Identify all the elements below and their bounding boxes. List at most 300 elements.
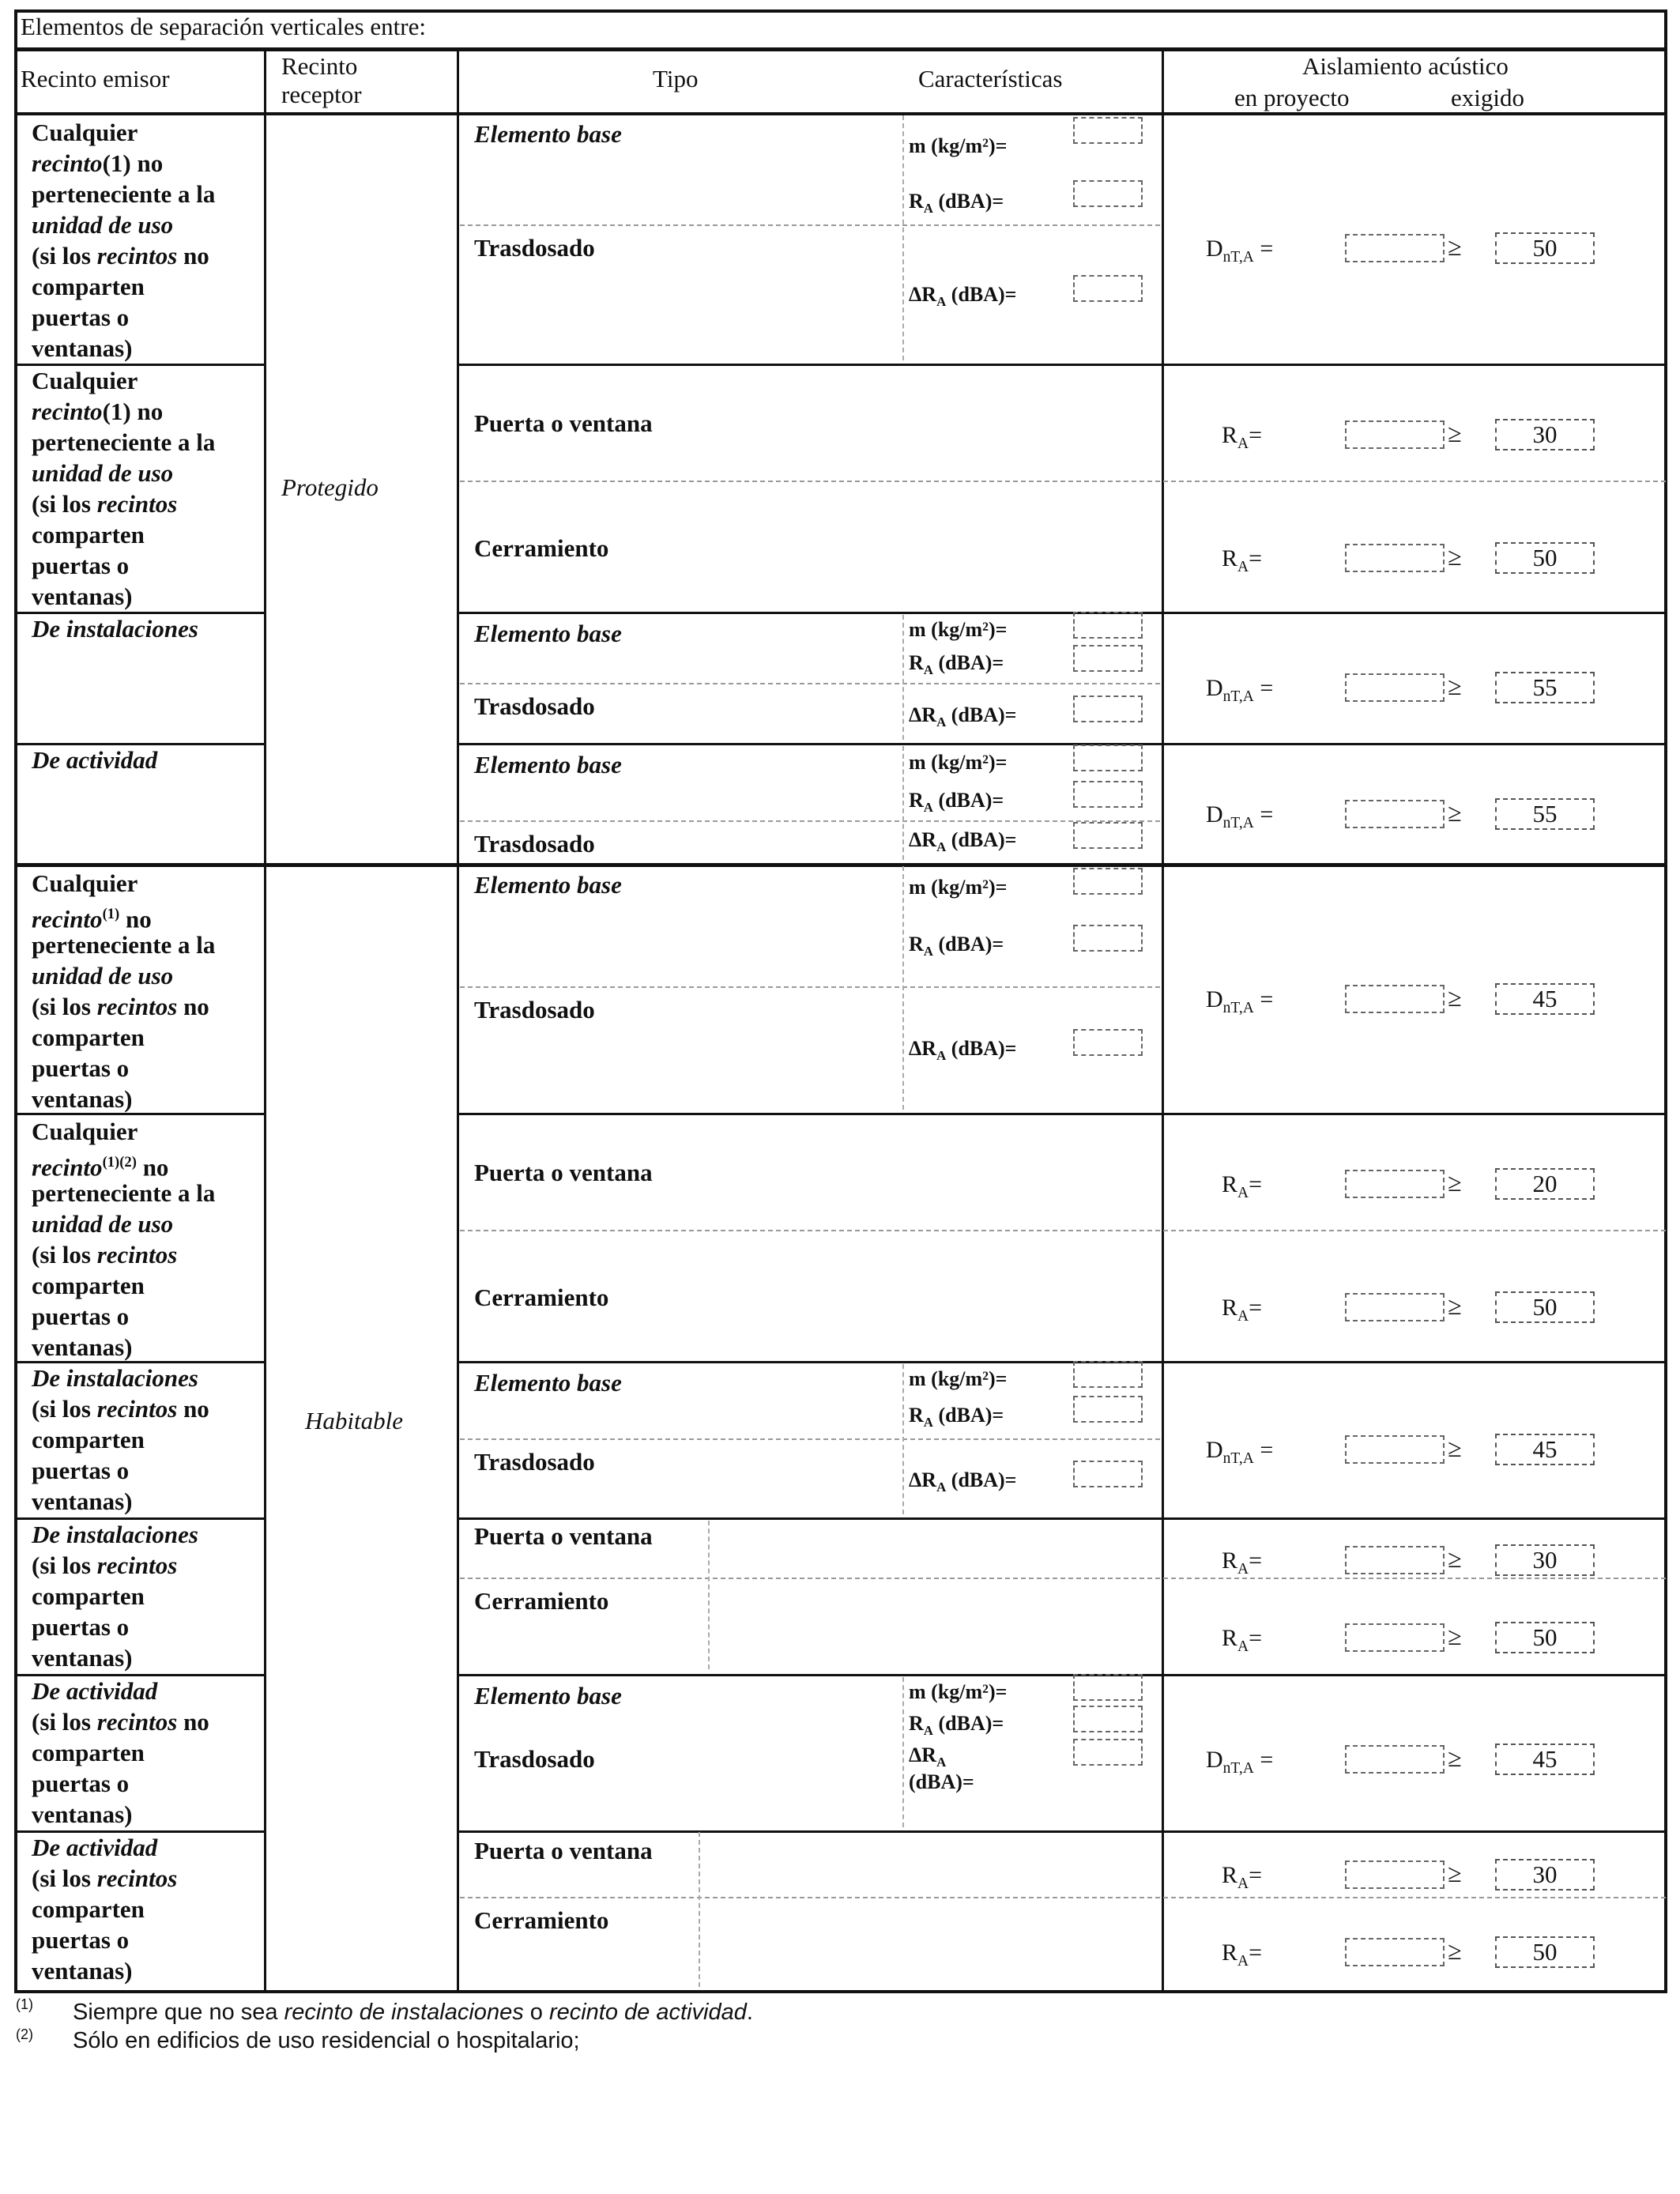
- header-receptor-line1: Recinto: [281, 52, 358, 80]
- subscript: A: [923, 1723, 933, 1739]
- label-ra: $R_A=$: [1222, 1295, 1263, 1325]
- input-masa[interactable]: [1073, 1674, 1143, 1701]
- input-masa[interactable]: [1073, 612, 1143, 639]
- emitter-line: [32, 1022, 145, 1053]
- char-delta-ra: $\Delta R_A$ (dBA)=: [909, 1468, 1017, 1495]
- emitter-text: recintos: [96, 1551, 178, 1579]
- input-delta-ra[interactable]: [1073, 1739, 1143, 1766]
- dashed-divider: [902, 115, 904, 360]
- emitter-line: [32, 1550, 177, 1581]
- dashed-divider: [708, 1521, 710, 1669]
- dashed-divider: [902, 866, 904, 1110]
- tipo-trasdosado: Trasdosado: [474, 1745, 595, 1773]
- emitter-line: [32, 117, 137, 148]
- required-value: 45: [1495, 1434, 1595, 1465]
- emitter-text: unidad de uso: [32, 211, 174, 239]
- tipo-elemento-base: Elemento base: [474, 751, 622, 778]
- greater-equal-symbol: ≥: [1448, 1291, 1462, 1320]
- emitter-line: [32, 1084, 132, 1114]
- tipo-trasdosado: Trasdosado: [474, 234, 595, 262]
- emitter-text: (si los: [32, 242, 97, 270]
- tipo-elemento-base: Elemento base: [474, 871, 622, 899]
- emitter-line: [32, 1116, 137, 1147]
- emitter-text: ventanas): [32, 1957, 133, 1985]
- tipo-cerramiento: Cerramiento: [474, 1587, 609, 1615]
- dashed-divider: [460, 224, 1160, 226]
- footnote-text: recinto de instalaciones: [284, 2000, 524, 2025]
- tipo-elemento-base: Elemento base: [474, 1369, 622, 1397]
- subscript: nT,A: [1222, 688, 1254, 705]
- emitter-text: no: [136, 1153, 169, 1182]
- emitter-line: [32, 519, 145, 550]
- char-dba: (dBA)=: [909, 1770, 974, 1793]
- subscript: nT,A: [1222, 815, 1254, 831]
- greater-equal-symbol: ≥: [1448, 983, 1462, 1012]
- emitter-line: [32, 745, 157, 775]
- project-value-box[interactable]: [1345, 1938, 1445, 1966]
- subscript: A: [923, 201, 933, 217]
- emitter-line: [32, 1955, 132, 1986]
- emitter-line: [32, 333, 132, 364]
- greater-equal-symbol: ≥: [1448, 419, 1462, 447]
- input-delta-ra[interactable]: [1073, 1461, 1143, 1487]
- project-value-box[interactable]: [1345, 544, 1445, 572]
- emitter-line: [32, 396, 163, 427]
- emitter-text: ventanas): [32, 1487, 133, 1515]
- char-ra: $R_A$ (dBA)=: [909, 190, 1004, 217]
- project-value-box[interactable]: [1345, 800, 1445, 828]
- emitter-line: [32, 868, 137, 899]
- tipo-puerta-ventana: Puerta o ventana: [474, 409, 653, 437]
- emitter-line: [32, 1581, 145, 1612]
- label-dnta: $D_{nT,A}$ =: [1206, 986, 1274, 1016]
- char-delta-ra: $\Delta R_A$ (dBA)=: [909, 283, 1017, 310]
- row-line: [457, 1113, 1667, 1115]
- project-value-box[interactable]: [1345, 1623, 1445, 1652]
- subscript: nT,A: [1222, 1450, 1254, 1467]
- dashed-divider: [460, 986, 1160, 988]
- emitter-text: (1): [102, 149, 131, 177]
- emitter-text: no: [177, 993, 209, 1020]
- emitter-text: recintos: [96, 1241, 178, 1269]
- emitter-line: [32, 1393, 209, 1424]
- emitter-text: perteneciente a la: [32, 428, 216, 456]
- emitter-line: [32, 550, 129, 581]
- receptor-protegido: Protegido: [281, 473, 379, 501]
- label-ra: $R_A=$: [1222, 545, 1263, 575]
- emitter-text: comparten: [32, 1272, 145, 1299]
- emitter-text: recinto: [32, 905, 103, 933]
- emitter-text: recinto: [32, 149, 103, 177]
- emitter-line: [32, 1832, 157, 1863]
- emitter-text: recinto: [32, 398, 103, 425]
- greater-equal-symbol: ≥: [1448, 542, 1462, 571]
- emitter-text: no: [177, 1708, 209, 1736]
- emitter-line: [32, 1332, 132, 1363]
- emitter-line: [32, 613, 198, 644]
- dashed-divider: [902, 615, 904, 740]
- emitter-text: puertas o: [32, 1770, 130, 1797]
- input-ra[interactable]: [1073, 1706, 1143, 1732]
- dashed-divider: [699, 1832, 700, 1987]
- dashed-divider: [460, 1230, 1666, 1231]
- emitter-text: De instalaciones: [32, 615, 198, 643]
- input-ra[interactable]: [1073, 645, 1143, 672]
- emitter-text: unidad de uso: [32, 459, 174, 487]
- input-ra[interactable]: [1073, 925, 1143, 952]
- subscript: A: [936, 1048, 947, 1064]
- emitter-text: ventanas): [32, 582, 133, 610]
- emitter-text: no: [119, 905, 152, 933]
- emitter-line: [32, 1519, 198, 1550]
- project-value-box[interactable]: [1345, 1546, 1445, 1574]
- char-delta-ra: $\Delta R_A$ (dBA)=: [909, 828, 1017, 855]
- emitter-text: ventanas): [32, 1085, 133, 1113]
- emitter-text: (si los: [32, 1708, 97, 1736]
- emitter-line: [32, 1208, 173, 1239]
- char-ra: $R_A$ (dBA)=: [909, 1712, 1004, 1739]
- emitter-text: Cualquier: [32, 1118, 138, 1145]
- emitter-text: puertas o: [32, 1926, 130, 1954]
- char-masa: m (kg/m²)=: [909, 1680, 1008, 1703]
- project-value-box[interactable]: [1345, 673, 1445, 702]
- emitter-text: no: [177, 242, 209, 270]
- input-masa[interactable]: [1073, 1361, 1143, 1388]
- subscript: A: [1237, 1185, 1249, 1201]
- required-value: 50: [1495, 232, 1595, 264]
- char-masa: m (kg/m²)=: [909, 1367, 1008, 1390]
- subscript: nT,A: [1222, 1760, 1254, 1777]
- subscript: A: [1237, 1875, 1249, 1892]
- row-line: [457, 612, 1667, 614]
- char-delta-ra: $\Delta R_A$ (dBA)=: [909, 1037, 1017, 1064]
- subscript: A: [936, 1480, 947, 1495]
- emitter-line: [32, 1799, 132, 1830]
- subscript: A: [936, 294, 947, 310]
- emitter-line: [32, 991, 209, 1022]
- header-exigido: exigido: [1451, 84, 1524, 111]
- emitter-line: [32, 1239, 177, 1270]
- input-masa[interactable]: [1073, 868, 1143, 895]
- char-delta-ra: $\Delta R_A$: [909, 1744, 947, 1770]
- emitter-text: recintos: [96, 490, 178, 518]
- greater-equal-symbol: ≥: [1448, 1434, 1462, 1462]
- required-value: 55: [1495, 672, 1595, 703]
- greater-equal-symbol: ≥: [1448, 1936, 1462, 1965]
- greater-equal-symbol: ≥: [1448, 1544, 1462, 1573]
- dashed-divider: [902, 1677, 904, 1827]
- greater-equal-symbol: ≥: [1448, 1168, 1462, 1197]
- greater-equal-symbol: ≥: [1448, 798, 1462, 827]
- column-line: [264, 47, 266, 1993]
- required-value: 30: [1495, 1859, 1595, 1891]
- header-caracteristicas: Características: [918, 65, 1063, 92]
- label-dnta: $D_{nT,A}$ =: [1206, 236, 1274, 266]
- project-value-box[interactable]: [1345, 420, 1445, 449]
- input-delta-ra[interactable]: [1073, 822, 1143, 849]
- emitter-text: puertas o: [32, 1613, 130, 1641]
- emitter-line: [32, 1768, 129, 1799]
- emitter-text: no: [130, 398, 164, 425]
- dashed-divider: [460, 481, 1666, 482]
- emitter-line: [32, 365, 137, 396]
- emitter-line: [32, 458, 173, 488]
- input-ra[interactable]: [1073, 1396, 1143, 1423]
- emitter-text: (si los: [32, 490, 97, 518]
- label-ra: $R_A=$: [1222, 422, 1263, 452]
- row-line: [457, 1361, 1667, 1363]
- subscript: A: [936, 839, 947, 855]
- char-ra: $R_A$ (dBA)=: [909, 933, 1004, 959]
- emitter-text: puertas o: [32, 552, 130, 579]
- required-value: 50: [1495, 1936, 1595, 1968]
- input-ra[interactable]: [1073, 781, 1143, 808]
- table-title: Elementos de separación verticales entre:: [21, 13, 426, 40]
- dashed-divider: [460, 1897, 1666, 1898]
- emitter-text: De instalaciones: [32, 1364, 198, 1392]
- emitter-text: ventanas): [32, 1800, 133, 1828]
- row-line: [457, 1674, 1667, 1676]
- required-value: 30: [1495, 419, 1595, 450]
- label-ra: $R_A=$: [1222, 1940, 1263, 1970]
- subscript: A: [936, 1755, 947, 1770]
- emitter-text: recinto: [32, 1153, 103, 1182]
- emitter-text: perteneciente a la: [32, 180, 216, 208]
- project-value-box[interactable]: [1345, 1170, 1445, 1198]
- emitter-text: Cualquier: [32, 869, 138, 897]
- project-value-box[interactable]: [1345, 1293, 1445, 1321]
- subscript: A: [1237, 559, 1249, 575]
- header-tipo: Tipo: [653, 65, 699, 92]
- required-value: 45: [1495, 1744, 1595, 1775]
- label-ra: $R_A=$: [1222, 1547, 1263, 1578]
- emitter-text: no: [177, 1395, 209, 1423]
- subscript: nT,A: [1222, 249, 1254, 266]
- char-masa: m (kg/m²)=: [909, 876, 1008, 899]
- tipo-cerramiento: Cerramiento: [474, 1906, 609, 1934]
- required-value: 50: [1495, 1622, 1595, 1653]
- column-line: [1162, 47, 1164, 1993]
- header-aislamiento: Aislamiento acústico: [1302, 52, 1509, 80]
- emitter-text: no: [130, 149, 164, 177]
- input-delta-ra[interactable]: [1073, 696, 1143, 722]
- subscript: A: [1237, 435, 1249, 452]
- emitter-line: [32, 960, 173, 991]
- label-dnta: $D_{nT,A}$ =: [1206, 675, 1274, 705]
- subscript: A: [1237, 1561, 1249, 1578]
- char-ra: $R_A$ (dBA)=: [909, 651, 1004, 678]
- emitter-line: [32, 1363, 198, 1393]
- emitter-text: comparten: [32, 1582, 145, 1610]
- emitter-text: comparten: [32, 521, 145, 548]
- emitter-text: (si los: [32, 993, 97, 1020]
- subscript: A: [936, 714, 947, 730]
- emitter-text: Cualquier: [32, 119, 138, 146]
- greater-equal-symbol: ≥: [1448, 1622, 1462, 1650]
- emitter-line: [32, 488, 177, 519]
- input-delta-ra[interactable]: [1073, 1029, 1143, 1056]
- footnote-text: o: [523, 2000, 549, 2025]
- emitter-text: puertas o: [32, 303, 130, 331]
- group-rule: [14, 863, 1667, 867]
- row-line: [457, 1830, 1667, 1833]
- label-dnta: $D_{nT,A}$ =: [1206, 1437, 1274, 1467]
- dashed-divider: [460, 1578, 1666, 1579]
- emitter-line: [32, 240, 209, 271]
- emitter-text: ventanas): [32, 1333, 133, 1361]
- emitter-text: unidad de uso: [32, 962, 174, 990]
- char-masa: m (kg/m²)=: [909, 134, 1008, 157]
- receptor-habitable: Habitable: [305, 1407, 403, 1434]
- emitter-text: comparten: [32, 1895, 145, 1923]
- emitter-line: [32, 1053, 129, 1084]
- dashed-divider: [460, 683, 1160, 684]
- emitter-text: De instalaciones: [32, 1521, 198, 1548]
- footnote-marker-2: (2): [16, 2026, 33, 2042]
- emitter-text: comparten: [32, 1023, 145, 1051]
- label-ra: $R_A=$: [1222, 1625, 1263, 1655]
- emitter-line: [32, 581, 132, 612]
- emitter-text: puertas o: [32, 1054, 130, 1082]
- greater-equal-symbol: ≥: [1448, 1859, 1462, 1887]
- emitter-text: comparten: [32, 1739, 145, 1766]
- label-ra: $R_A=$: [1222, 1862, 1263, 1892]
- footnote-marker-1: (1): [16, 1996, 33, 2012]
- emitter-line: [32, 1270, 145, 1301]
- label-ra: $R_A=$: [1222, 1171, 1263, 1201]
- footnote-ref: (1): [102, 906, 120, 922]
- emitter-text: unidad de uso: [32, 1210, 174, 1238]
- tipo-puerta-ventana: Puerta o ventana: [474, 1159, 653, 1186]
- required-value: 55: [1495, 798, 1595, 830]
- footnote-1: [73, 2000, 753, 2026]
- header-rule: [14, 112, 1667, 115]
- footnote-text: Siempre que no sea: [73, 2000, 284, 2025]
- required-value: 20: [1495, 1168, 1595, 1200]
- footnote-text: .: [746, 2000, 753, 2025]
- emitter-text: Cualquier: [32, 367, 138, 394]
- input-delta-ra[interactable]: [1073, 275, 1143, 302]
- subscript: A: [923, 662, 933, 678]
- emitter-line: [32, 209, 173, 240]
- emitter-line: [32, 1301, 129, 1332]
- header-en-proyecto: en proyecto: [1234, 84, 1350, 111]
- required-value: 50: [1495, 542, 1595, 574]
- tipo-elemento-base: Elemento base: [474, 1682, 622, 1710]
- tipo-puerta-ventana: Puerta o ventana: [474, 1522, 653, 1550]
- emitter-text: recintos: [96, 242, 178, 270]
- emitter-line: [32, 1455, 129, 1486]
- subscript: A: [923, 944, 933, 959]
- row-line: [457, 1517, 1667, 1520]
- emitter-text: puertas o: [32, 1457, 130, 1484]
- emitter-line: [32, 1737, 145, 1768]
- label-dnta: $D_{nT,A}$ =: [1206, 801, 1274, 831]
- emitter-text: (si los: [32, 1395, 97, 1423]
- emitter-line: [32, 1424, 145, 1455]
- required-value: 30: [1495, 1544, 1595, 1576]
- tipo-elemento-base: Elemento base: [474, 120, 622, 148]
- footnote-ref: (1)(2): [102, 1154, 137, 1171]
- emitter-text: De actividad: [32, 1677, 158, 1705]
- char-masa: m (kg/m²)=: [909, 751, 1008, 774]
- emitter-text: De actividad: [32, 1834, 158, 1861]
- tipo-elemento-base: Elemento base: [474, 620, 622, 647]
- required-value: 50: [1495, 1291, 1595, 1323]
- emitter-text: perteneciente a la: [32, 1179, 216, 1207]
- tipo-puerta-ventana: Puerta o ventana: [474, 1837, 653, 1864]
- input-ra[interactable]: [1073, 180, 1143, 207]
- emitter-line: [32, 1178, 215, 1208]
- char-ra: $R_A$ (dBA)=: [909, 789, 1004, 816]
- char-masa: m (kg/m²)=: [909, 618, 1008, 641]
- emitter-line: [32, 1612, 129, 1642]
- emitter-line: [32, 1486, 132, 1517]
- footnote-2: Sólo en edificios de uso residencial o hospitalario;: [73, 2028, 580, 2053]
- header-receptor-line2: receptor: [281, 81, 362, 108]
- subscript: A: [1237, 1638, 1249, 1655]
- subscript: A: [923, 800, 933, 816]
- emitter-text: recintos: [96, 1395, 178, 1423]
- char-delta-ra: $\Delta R_A$ (dBA)=: [909, 703, 1017, 730]
- emitter-line: [32, 1924, 129, 1955]
- dashed-divider: [902, 1364, 904, 1514]
- subscript: A: [1237, 1953, 1249, 1970]
- subscript: A: [923, 1415, 933, 1431]
- emitter-line: [32, 1863, 177, 1894]
- subscript: nT,A: [1222, 1000, 1254, 1016]
- emitter-line: [32, 271, 145, 302]
- emitter-line: [32, 1642, 132, 1673]
- emitter-line: [32, 1676, 157, 1706]
- emitter-text: recintos: [96, 993, 178, 1020]
- emitter-text: ventanas): [32, 1644, 133, 1672]
- emitter-text: (si los: [32, 1551, 97, 1579]
- emitter-text: recintos: [96, 1864, 178, 1892]
- emitter-line: [32, 929, 215, 960]
- dashed-divider: [902, 746, 904, 860]
- subscript: A: [1237, 1308, 1249, 1325]
- input-masa[interactable]: [1073, 745, 1143, 771]
- dashed-divider: [460, 1438, 1160, 1440]
- tipo-trasdosado: Trasdosado: [474, 692, 595, 720]
- emitter-line: [32, 148, 163, 179]
- project-value-box[interactable]: [1345, 234, 1445, 262]
- emitter-line: [32, 427, 215, 458]
- emitter-text: (si los: [32, 1864, 97, 1892]
- row-line: [457, 743, 1667, 745]
- tipo-trasdosado: Trasdosado: [474, 996, 595, 1023]
- emitter-line: [32, 1706, 209, 1737]
- emitter-text: comparten: [32, 1426, 145, 1453]
- emitter-text: ventanas): [32, 334, 133, 362]
- project-value-box[interactable]: [1345, 1745, 1445, 1774]
- tipo-cerramiento: Cerramiento: [474, 534, 609, 562]
- greater-equal-symbol: ≥: [1448, 232, 1462, 261]
- emitter-text: perteneciente a la: [32, 931, 216, 959]
- project-value-box[interactable]: [1345, 1435, 1445, 1464]
- input-masa[interactable]: [1073, 117, 1143, 144]
- project-value-box[interactable]: [1345, 985, 1445, 1013]
- project-value-box[interactable]: [1345, 1860, 1445, 1889]
- tipo-cerramiento: Cerramiento: [474, 1284, 609, 1311]
- emitter-text: recintos: [96, 1708, 178, 1736]
- greater-equal-symbol: ≥: [1448, 1744, 1462, 1772]
- emitter-text: puertas o: [32, 1302, 130, 1330]
- greater-equal-symbol: ≥: [1448, 672, 1462, 700]
- tipo-trasdosado: Trasdosado: [474, 830, 595, 858]
- emitter-text: comparten: [32, 273, 145, 300]
